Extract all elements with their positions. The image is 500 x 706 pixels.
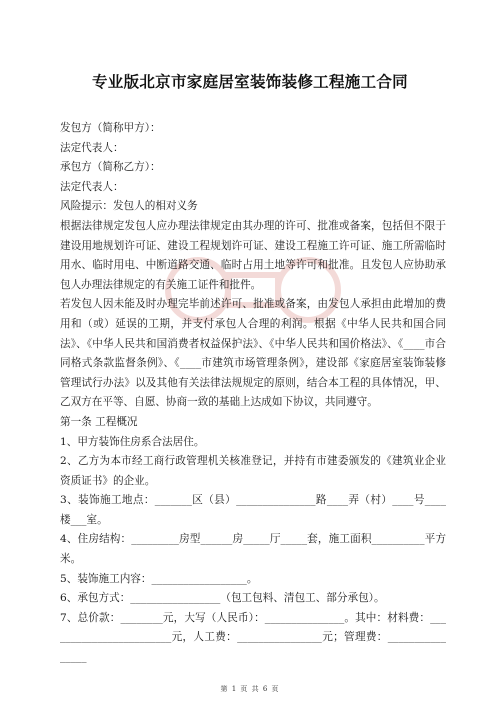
article-1-item-5: 5、装饰施工内容：__________________。 — [60, 572, 258, 585]
party-a-line: 发包方（简称甲方）： — [60, 122, 161, 134]
risk-notice-line: 风险提示：发包人的相对义务 — [60, 200, 198, 213]
document-body — [60, 119, 446, 668]
document-title: 专业版北京市家庭居室装饰装修工程施工合同 — [91, 73, 408, 91]
article-1-item-1: 1、甲方装饰住房系合法居住。 — [60, 435, 205, 448]
article-1-item-3: 3、装饰施工地点：_______区（县）_______________路____弄（村）____号____楼___室。 — [60, 494, 446, 526]
article-1-heading: 第一条 工程概况 — [60, 415, 138, 428]
party-b-line: 承包方（简称乙方）： — [60, 161, 161, 174]
paragraph-permits: 根据法律规定发包人应办理法律规定由其办理的许可、批准或备案，包括但不限于建设用地规划许可证、建设工程规划许可证、建设工程施工许可证、施工所需临时用水、临时用电、中断道路交通、临时占用土地等许可和批准。且发包人应协助承包人办理法律规定的有关施工证件和批件。 — [60, 219, 446, 291]
article-1-item-4: 4、住房结构：_________房型______房_____厅_____套，施工面积__________平方米。 — [60, 533, 446, 566]
article-1-item-7: 7、总价款：________元，大写（人民币）：_______________。其中：材料费：________________________元，人工费：________________元；管理费：________________ — [60, 611, 446, 664]
article-1-item-2: 2、乙方为本市经工商行政管理机关核准登记，并持有市建委颁发的《建筑业企业资质证书》的企业。 — [60, 455, 446, 487]
party-a-representative-line: 法定代表人： — [60, 141, 124, 154]
article-1-item-6: 6、承包方式：_________________（包工包料、清包工、部分承包）。 — [60, 592, 385, 605]
paragraph-legal-basis: 若发包人因未能及时办理完毕前述许可、批准或备案，由发包人承担由此增加的费用和（或）延误的工期，并支付承包人合理的利润。根据《中华人民共和国合同法》、《中华人民共和国消费者权益保护法》、《中华人民共和国价格法》、《____市合同格式条款监督条例》、《____市建筑市场管理条例》，建设部《家庭居室装饰装修管理试行办法》以及其他有关法律法规规定的原则，结合本工程的具体情况，甲、乙双方在平等、自愿、协商一致的基础上达成如下协议，共同遵守。 — [60, 298, 446, 409]
party-b-representative-line: 法定代表人： — [60, 180, 124, 193]
page-footer: 第 1 页 共 6 页 — [220, 685, 280, 693]
